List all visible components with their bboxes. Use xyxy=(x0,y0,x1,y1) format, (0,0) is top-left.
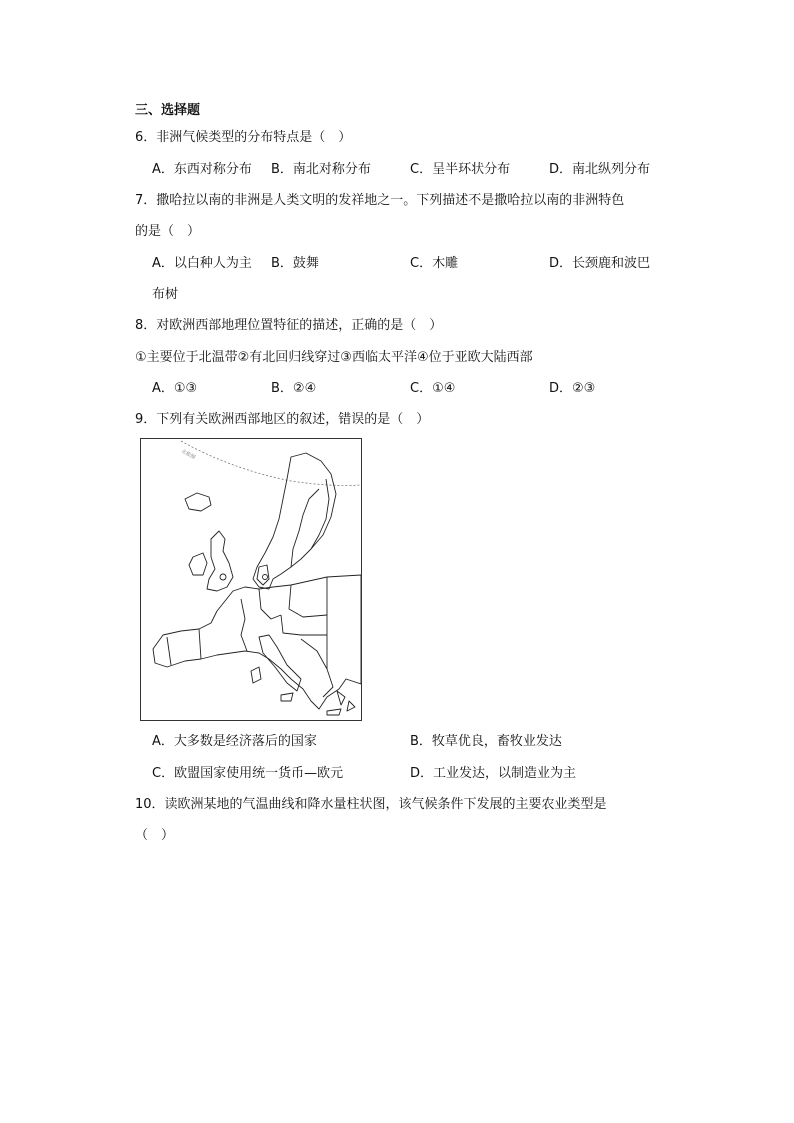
question-10-stem-line-1: 10．读欧洲某地的气温曲线和降水量柱状图，该气候条件下发展的主要农业类型是 xyxy=(135,797,607,812)
question-6-option-a: A．东西对称分布 xyxy=(152,162,252,177)
europe-map-drawing xyxy=(141,439,361,720)
germany-border xyxy=(259,589,281,619)
question-6-stem: 6．非洲气候类型的分布特点是（ ） xyxy=(135,130,352,145)
question-9-option-c: C．欧盟国家使用统一货币—欧元 xyxy=(152,766,344,781)
question-7-stem-line-1: 7．撒哈拉以南的非洲是人类文明的发祥地之一。下列描述不是撒哈拉以南的非洲特色 xyxy=(135,193,625,208)
question-7-stem-line-2: 的是（ ） xyxy=(135,224,201,239)
question-7-option-d: D．长颈鹿和波巴 xyxy=(549,256,651,271)
question-9-option-a: A．大多数是经济落后的国家 xyxy=(152,734,317,749)
question-7-option-d-continued: 布树 xyxy=(152,287,179,302)
arctic-circle-line xyxy=(181,441,361,486)
london-marker xyxy=(220,574,226,580)
question-6-option-b: B．南北对称分布 xyxy=(271,162,371,177)
aegean-island xyxy=(337,691,345,705)
sardinia-outline xyxy=(251,667,261,683)
ireland-outline xyxy=(189,553,207,575)
scandinavia-outline xyxy=(253,453,336,589)
portugal-border xyxy=(167,637,171,665)
crete-outline xyxy=(327,709,341,715)
question-8-option-d: D．②③ xyxy=(549,381,596,396)
balkans-border xyxy=(301,639,333,697)
question-8-statements: ①主要位于北温带②有北回归线穿过③西临太平洋④位于亚欧大陆西部 xyxy=(135,350,533,365)
poland-border xyxy=(289,585,327,617)
great-britain-outline xyxy=(207,531,233,591)
question-6-option-d: D．南北纵列分布 xyxy=(549,162,651,177)
question-8-stem: 8．对欧洲西部地理位置特征的描述，正确的是（ ） xyxy=(135,318,443,333)
question-8-option-c: C．①④ xyxy=(410,381,456,396)
sicily-outline xyxy=(281,693,293,701)
arctic-circle-label: 北极圈 xyxy=(180,448,197,461)
austria-border xyxy=(281,615,327,635)
iceland-outline xyxy=(185,493,211,511)
france-border xyxy=(241,599,247,651)
question-6-option-c: C．呈半环状分布 xyxy=(410,162,511,177)
aegean-island xyxy=(347,701,355,711)
continental-europe-outline xyxy=(153,575,361,709)
question-8-option-a: A．①③ xyxy=(152,381,198,396)
question-9-stem: 9．下列有关欧洲西部地区的叙述，错误的是（ ） xyxy=(135,412,430,427)
question-9-option-d: D．工业发达，以制造业为主 xyxy=(410,766,577,781)
europe-map xyxy=(140,438,362,721)
section-title: 三、选择题 xyxy=(135,103,201,118)
question-7-option-c: C．木雕 xyxy=(410,256,459,271)
spain-border xyxy=(199,629,201,659)
question-7-option-a: A．以白种人为主 xyxy=(152,256,252,271)
question-10-stem-line-2: （ ） xyxy=(135,828,175,843)
question-9-option-b: B．牧草优良，畜牧业发达 xyxy=(410,734,562,749)
city-marker xyxy=(263,575,268,580)
question-8-option-b: B．②④ xyxy=(271,381,317,396)
question-7-option-b: B．鼓舞 xyxy=(271,256,319,271)
